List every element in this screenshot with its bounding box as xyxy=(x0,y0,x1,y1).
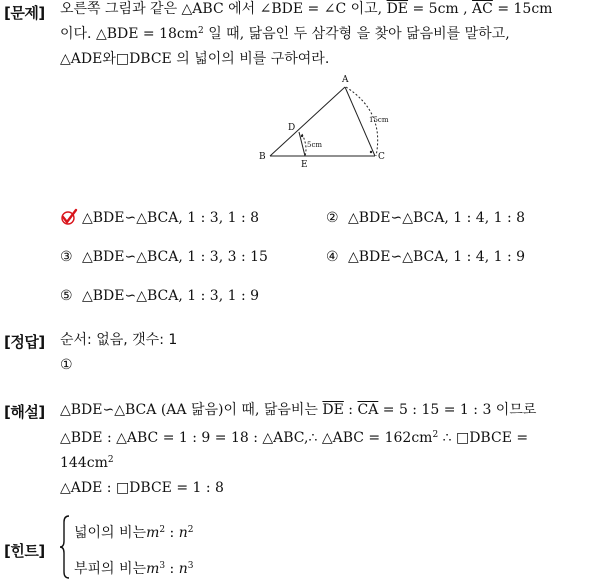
angle-d-mark xyxy=(301,135,303,137)
problem-label: [문제] xyxy=(4,4,45,22)
answer-meta: 순서: 없음, 갯수: 1 xyxy=(60,332,178,348)
answer-value: ① xyxy=(60,357,73,373)
problem-line-1: 오른쪽 그림과 같은 △ABC 에서 ∠BDE = ∠C 이고, $\overline{DE} = 5cm$ , $\overline{AC} = 15cm$ xyxy=(60,1,553,17)
option-3[interactable]: ③ △BDE∽△BCA, 1 : 3, 3 : 15 xyxy=(60,249,268,265)
option-5[interactable]: ⑤ △BDE∽△BCA, 1 : 3, 1 : 9 xyxy=(60,288,260,304)
explanation-line-1: △BDE∽△BCA (AA 닮음)이 때, 닮음비는 $\overline{DE}$ : $\overline{CA} = 5$ : 15 = 1 : 3 이므로 xyxy=(60,402,537,418)
explanation-line-3: $144cm^2$ xyxy=(60,455,114,471)
segment-ac: $\overline{AC}$ xyxy=(472,1,493,17)
problem-line-2: 이다. △BDE = $18cm^2$ 일 때, 닮음인 두 삼각형 을 찾아 닮음비를 말하고, xyxy=(60,26,510,42)
option-2[interactable]: ② △BDE∽△BCA, 1 : 4, 1 : 8 xyxy=(326,210,526,226)
vertex-c: C xyxy=(378,152,385,162)
explanation-line-2: △BDE : △ABC = 1 : 9 = 18 : △ABC,∴ △ABC = $162cm^2$ ∴ □DBCE = xyxy=(60,430,529,446)
label-15cm: 15cm xyxy=(369,116,389,124)
vertex-d: D xyxy=(288,123,296,133)
label-5cm: 5cm xyxy=(307,141,323,149)
hint-area-ratio: 넓이의 비는$m^2$ : $n^2$ xyxy=(74,525,194,541)
segment-de: $\overline{DE}$ xyxy=(386,1,409,17)
option-1[interactable]: △BDE∽△BCA, 1 : 3, 1 : 8 xyxy=(82,210,260,226)
vertex-a: A xyxy=(342,75,349,85)
explanation-line-4: △ADE : □DBCE = 1 : 8 xyxy=(60,480,224,496)
explanation-label: [해설] xyxy=(4,403,45,421)
vertex-e: E xyxy=(301,160,308,167)
triangle-figure xyxy=(255,72,395,167)
left-brace-icon xyxy=(59,514,71,580)
hint-volume-ratio: 부피의 비는$m^3$ : $n^3$ xyxy=(74,561,194,577)
answer-label: [정답] xyxy=(4,333,45,351)
angle-c-mark xyxy=(370,151,372,153)
hint-label: [힌트] xyxy=(4,542,45,560)
problem-line-3: △ADE와□DBCE 의 넓이의 비를 구하여라. xyxy=(60,51,330,67)
option-4[interactable]: ④ △BDE∽△BCA, 1 : 4, 1 : 9 xyxy=(326,249,526,265)
vertex-b: B xyxy=(259,152,266,162)
